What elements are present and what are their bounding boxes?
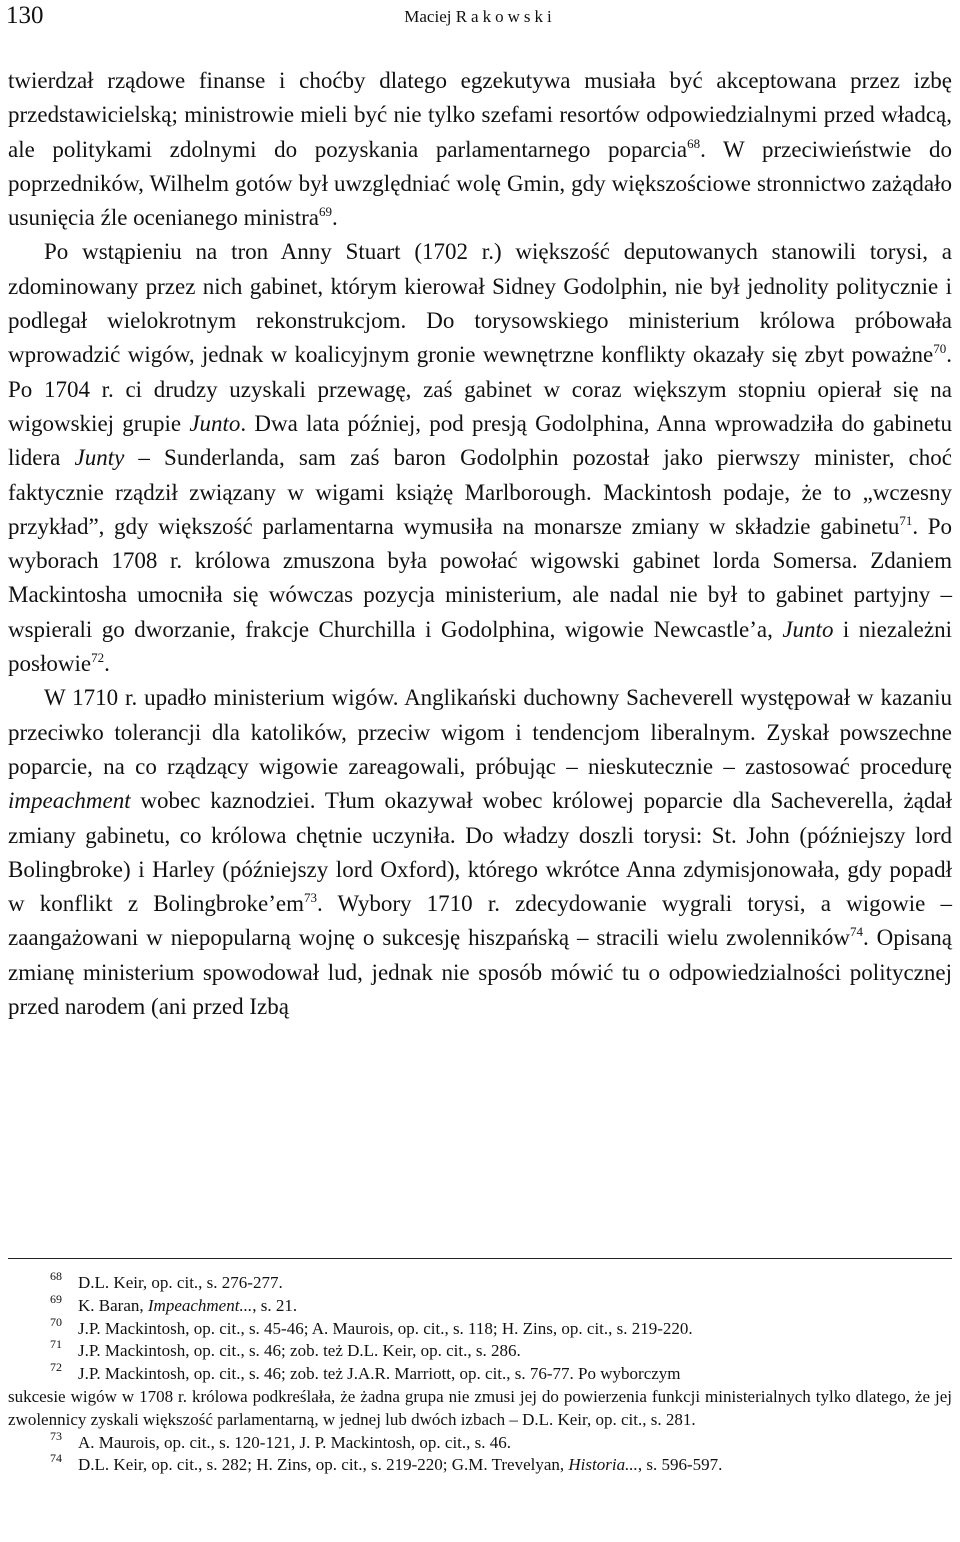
footnote-italic: Historia... xyxy=(568,1455,638,1475)
footnote-text: J.P. Mackintosh, op. cit., s. 45-46; A. Maurois, op. cit., s. 118; H. Zins, op. cit., s. 219-220. xyxy=(78,1318,693,1338)
paragraph-2 xyxy=(8,235,952,681)
text-run: . W przeciwieństwie do poprzedników, Wilhelm gotów był uwzględniać wolę Gmin, gdy większościowe stronnictwo zażądało usunięcia źle ocenianego ministra xyxy=(8,136,952,231)
footnote-ref: 69 xyxy=(319,204,333,220)
text-run: Po wstąpieniu na tron Anny Stuart (1702 r.) większość deputowanych stanowili torysi, a zdominowany przez nich gabinet, którym kierował Sidney Godolphin, nie był jednolity politycznie i podlegał wielokrotnym rekonstrukcjom. Do torysowskiego ministerium królowa próbowała wprowadzić wigów, jednak w koalicyjnym gronie wewnętrzne konflikty okazały się zbyt poważne xyxy=(8,239,952,368)
italic-term: impeachment xyxy=(8,788,131,814)
footnote-text: D.L. Keir, op. cit., s. 282; H. Zins, op. cit., s. 219-220; G.M. Trevelyan, xyxy=(78,1455,569,1475)
footnote-ref: 70 xyxy=(933,341,947,357)
footnote-text: A. Maurois, op. cit., s. 120-121, J. P. Mackintosh, op. cit., s. 46. xyxy=(78,1432,512,1452)
footnote-text: J.P. Mackintosh, op. cit., s. 46; zob. też D.L. Keir, op. cit., s. 286. xyxy=(78,1341,521,1361)
running-head-author xyxy=(0,7,960,27)
footnote-ref: 71 xyxy=(899,512,913,528)
text-run: . Wybory 1710 r. zdecydowanie wygrali torysi, a wigowie – zaangażowani w niepopularną wojnę o sukcesję hiszpańską – stracili wielu zwolenników xyxy=(8,891,952,951)
text-run: . Po 1704 r. ci drudzy uzyskali przewagę, zaś gabinet w coraz większym stopniu opierał się na wigowskiej grupie xyxy=(8,342,952,436)
footnote-text: D.L. Keir, op. cit., s. 276-277. xyxy=(78,1273,283,1292)
page-header xyxy=(0,0,960,36)
paragraph-1 xyxy=(8,64,952,235)
italic-term: Junto xyxy=(782,616,834,642)
footnote-separator xyxy=(8,1258,952,1259)
footnotes xyxy=(8,1269,952,1477)
text-run: – Sunderlanda, sam zaś baron Godolphin pozostał jako pierwszy minister, choć faktycznie rządził związany w wigami książę Marlborough. Mackintosh podaje, że to „wczesny przykład”, gdy większość parlamentarna wymusiła na monarsze zmiany w składzie gabinetu xyxy=(8,445,952,539)
footnote-72-continued xyxy=(8,1386,952,1432)
paragraph-3 xyxy=(8,681,952,1024)
text-run: twierdzał rządowe finanse i choćby dlatego egzekutywa musiała być akceptowana przez izbę przedstawicielską; ministrowie mieli być nie tylko szefami resortów odpowiedzialnymi przed władcą, ale politykami zdolnymi do pozyskania parlamentarnego poparcia xyxy=(8,68,952,162)
italic-term: Junto xyxy=(189,410,241,436)
footnote-69: 69 K. Baran, Impeachment..., s. 21. xyxy=(50,1291,298,1315)
footnote-text: K. Baran, xyxy=(78,1295,148,1315)
footnote-italic: Impeachment... xyxy=(147,1295,253,1315)
footnote-ref: 68 xyxy=(687,135,701,151)
footnote-ref: 72 xyxy=(91,650,105,666)
text-run: wobec kaznodziei. Tłum okazywał wobec królowej poparcie dla Sacheverella, żądał zmiany gabinetu, co królowa chętnie uczyniła. Do władzy doszli torysi: St. John (późniejszy lord Bolingbroke) i Harley (późniejszy lord Oxford), którego wkrótce Anna zdymisjonowała, gdy popadł w konflikt z Bolingbroke’em xyxy=(8,788,952,917)
footnote-70: 70 J.P. Mackintosh, op. cit., s. 45-46; A. Maurois, op. cit., s. 118; H. Zins, op. cit., s. 219-220. xyxy=(50,1314,693,1338)
footnote-text: , s. 596-597. xyxy=(637,1455,723,1475)
author-surname: Rakowski xyxy=(455,7,556,26)
page-number: 130 xyxy=(6,2,44,29)
footnote-74: 74 D.L. Keir, op. cit., s. 282; H. Zins, op. cit., s. 219-220; G.M. Trevelyan, Historia..., s. 596-597. xyxy=(50,1451,723,1475)
text-run: . xyxy=(332,205,338,231)
footnote-text: , s. 21. xyxy=(252,1295,298,1315)
footnote-73: 73 A. Maurois, op. cit., s. 120-121, J. P. Mackintosh, op. cit., s. 46. xyxy=(50,1428,512,1452)
footnote-text: J.P. Mackintosh, op. cit., s. 46; zob. też J.A.R. Marriott, op. cit., s. 76-77. Po wyborczym xyxy=(78,1364,681,1384)
footnote-text: sukcesie wigów w 1708 r. królowa podkreślała, że żadna grupa nie zmusi jej do powierzenia funkcji ministerialnych tylko dlatego, że jej zwolennicy zyskali większość parlamentarną, w jednej lub dwóch izbach – D.L. Keir, op. cit., s. 281. xyxy=(8,1386,952,1429)
footnote-71: 71 J.P. Mackintosh, op. cit., s. 46; zob. też D.L. Keir, op. cit., s. 286. xyxy=(50,1337,521,1361)
footnote-68: 68 D.L. Keir, op. cit., s. 276-277. xyxy=(50,1269,283,1292)
text-run: . xyxy=(104,651,110,677)
text-run: . Po wyborach 1708 r. królowa zmuszona była powołać wigowski gabinet lorda Somersa. Zdaniem Mackintosha umocniła się wówczas pozycja ministerium, ale nadal nie był to gabinet partyjny – wspierali go dworzanie, frakcje Churchilla i Godolphina, wigowie Newcastle’a, xyxy=(8,513,952,642)
text-run: . Opisaną zmianę ministerium spowodował lud, jednak nie sposób mówić tu o odpowiedzialności politycznej przed narodem (ani przed Izbą xyxy=(8,925,952,1020)
footnote-ref: 74 xyxy=(849,924,863,940)
footnote-72: 72 J.P. Mackintosh, op. cit., s. 46; zob. też J.A.R. Marriott, op. cit., s. 76-77. Po wyborczym xyxy=(50,1360,681,1384)
footnote-ref: 73 xyxy=(303,890,317,906)
text-run: i niezależni posłowie xyxy=(8,616,952,677)
main-text xyxy=(8,64,952,1024)
text-run: . Dwa lata później, pod presją Godolphina, Anna wprowadziła do gabinetu lidera xyxy=(8,410,953,471)
text-run: W 1710 r. upadło ministerium wigów. Anglikański duchowny Sacheverell występował w kazaniu przeciwko tolerancji dla katolików, przeciw wigom i tendencjom liberalnym. Zyskał powszechne poparcie, na co rządzący wigowie zareagowali, próbując – nieskutecznie – zastosować procedurę xyxy=(8,685,952,779)
italic-term: Junty xyxy=(74,445,125,471)
author-first-name: Maciej xyxy=(404,7,452,26)
